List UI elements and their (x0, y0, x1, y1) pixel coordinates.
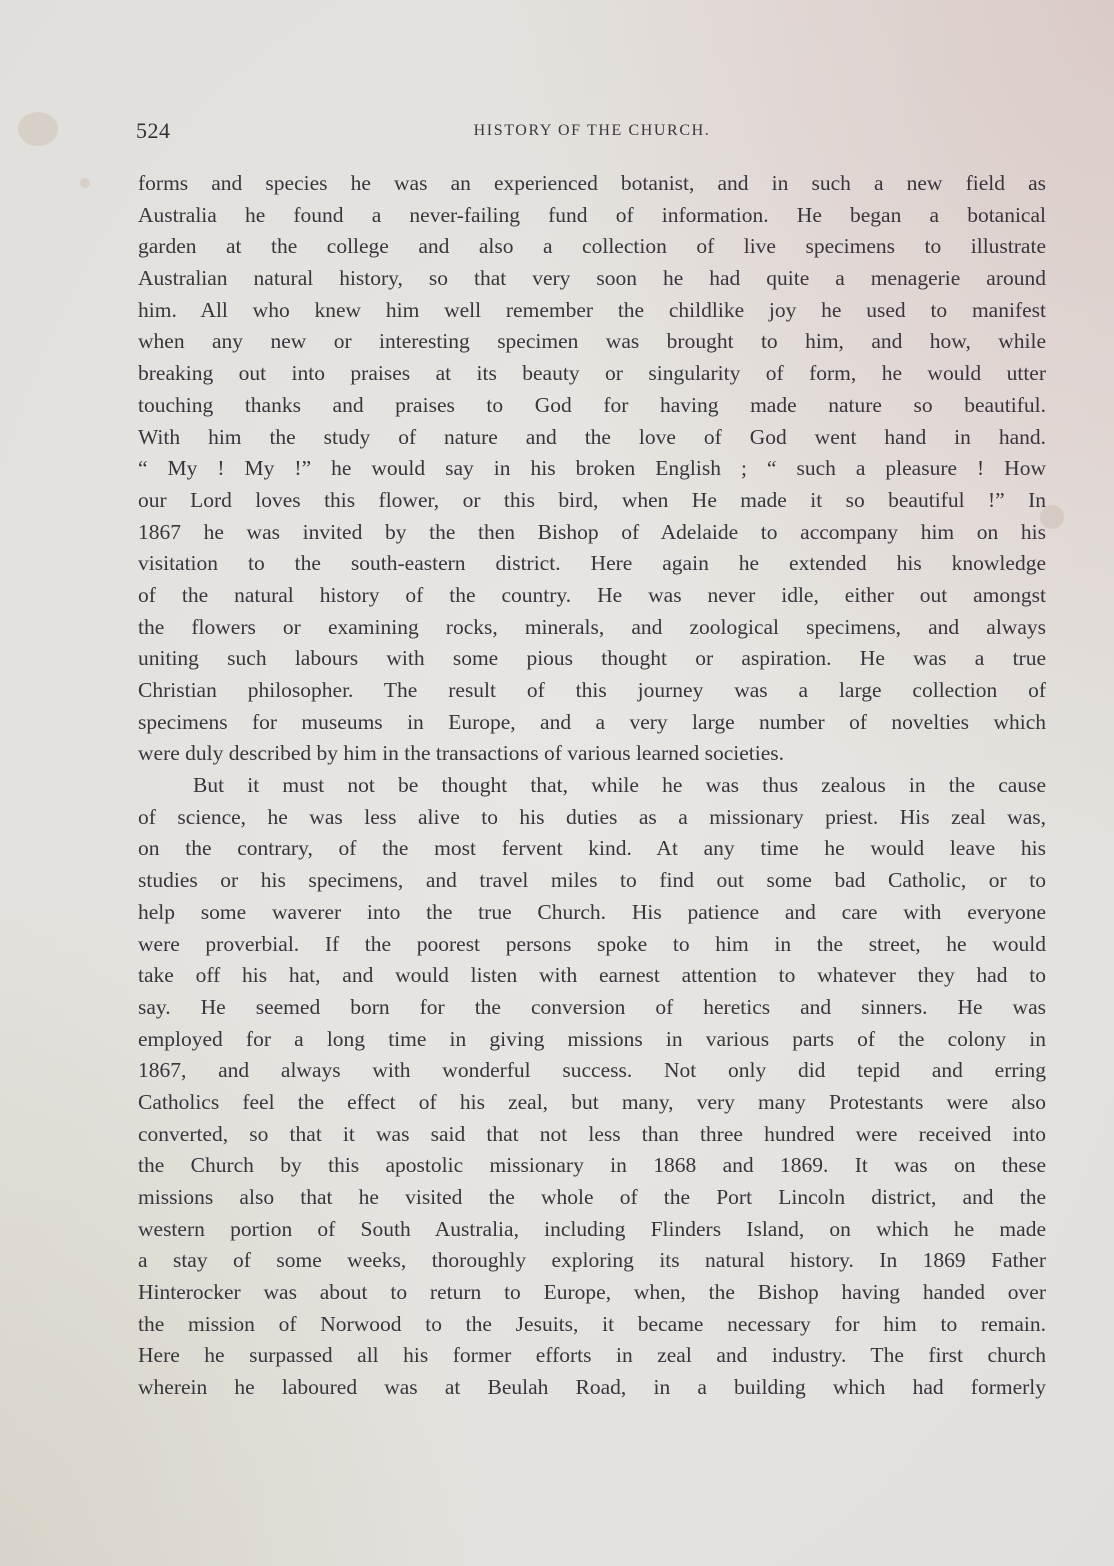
text-line: visitation to the south-eastern district. Here again he extended his knowledge (138, 551, 1046, 576)
text-line: of science, he was less alive to his duties as a missionary priest. His zeal was, (138, 804, 1046, 829)
text-line: Here he surpassed all his former efforts in zeal and industry. The first church (138, 1343, 1046, 1368)
text-line: him. All who knew him well remember the childlike joy he used to manifest (138, 297, 1046, 322)
text-line: But it must not be thought that, while he was thus zealous in the cause (193, 773, 1046, 798)
text-line: With him the study of nature and the love of God went hand in hand. (138, 424, 1046, 449)
text-line: 1867 he was invited by the then Bishop of Adelaide to accompany him on his (138, 519, 1046, 544)
page-number: 524 (136, 118, 171, 143)
text-line: say. He seemed born for the conversion of heretics and sinners. He was (138, 994, 1046, 1019)
text-line: missions also that he visited the whole of the Port Lincoln district, and the (138, 1185, 1046, 1209)
text-line: of the natural history of the country. He was never idle, either out amongst (138, 582, 1046, 607)
text-line: Christian philosopher. The result of this journey was a large collection of (138, 678, 1046, 702)
text-line: western portion of South Australia, including Flinders Island, on which he made (138, 1216, 1046, 1241)
text-line: a stay of some weeks, thoroughly exploring its natural history. In 1869 Father (138, 1248, 1046, 1273)
text-line: take off his hat, and would listen with earnest attention to whatever they had to (138, 963, 1046, 988)
text-line: converted, so that it was said that not less than three hundred were received into (138, 1121, 1046, 1146)
text-line: were proverbial. If the poorest persons spoke to him in the street, he would (138, 931, 1046, 956)
text-line: wherein he laboured was at Beulah Road, in a building which had formerly (138, 1375, 1046, 1400)
text-line: our Lord loves this flower, or this bird, when He made it so beautiful !” In (138, 487, 1046, 512)
text-line: forms and species he was an experienced botanist, and in such a new field as (138, 171, 1046, 195)
text-line: specimens for museums in Europe, and a very large number of novelties which (138, 709, 1046, 734)
text-line: employed for a long time in giving missions in various parts of the colony in (138, 1026, 1046, 1051)
paragraph-2 (138, 770, 1046, 1404)
text-line: the flowers or examining rocks, minerals, and zoological specimens, and always (138, 614, 1046, 639)
text-line: the mission of Norwood to the Jesuits, it became necessary for him to remain. (138, 1311, 1046, 1336)
text-line: studies or his specimens, and travel miles to find out some bad Catholic, or to (138, 868, 1046, 893)
text-line: breaking out into praises at its beauty or singularity of form, he would utter (138, 361, 1046, 386)
text-line: uniting such labours with some pious thought or aspiration. He was a true (138, 646, 1046, 671)
body-text (138, 168, 1046, 1404)
text-line: help some waverer into the true Church. His patience and care with everyone (138, 899, 1046, 924)
running-title: HISTORY OF THE CHURCH. (473, 122, 711, 139)
paragraph-1 (138, 168, 1046, 770)
running-head (136, 118, 1048, 148)
paper-stain (18, 112, 58, 146)
text-line: when any new or interesting specimen was brought to him, and how, while (138, 329, 1046, 354)
text-line: Australia he found a never-failing fund of information. He began a botanical (138, 202, 1046, 227)
text-line: on the contrary, of the most fervent kind. At any time he would leave his (138, 836, 1046, 861)
text-line: garden at the college and also a collection of live specimens to illustrate (138, 234, 1046, 259)
text-line: the Church by this apostolic missionary in 1868 and 1869. It was on these (138, 1153, 1046, 1178)
text-line: Hinterocker was about to return to Europe, when, the Bishop having handed over (138, 1280, 1046, 1305)
text-line: “ My ! My !” he would say in his broken English ; “ such a pleasure ! How (138, 456, 1046, 481)
text-line: touching thanks and praises to God for having made nature so beautiful. (138, 392, 1046, 417)
text-line: 1867, and always with wonderful success. Not only did tepid and erring (138, 1058, 1046, 1083)
text-line: Catholics feel the effect of his zeal, but many, very many Protestants were also (138, 1089, 1046, 1114)
paper-stain (80, 178, 90, 188)
text-line: Australian natural history, so that very soon he had quite a menagerie around (138, 266, 1046, 291)
text-line: were duly described by him in the transactions of various learned societies. (138, 741, 784, 766)
